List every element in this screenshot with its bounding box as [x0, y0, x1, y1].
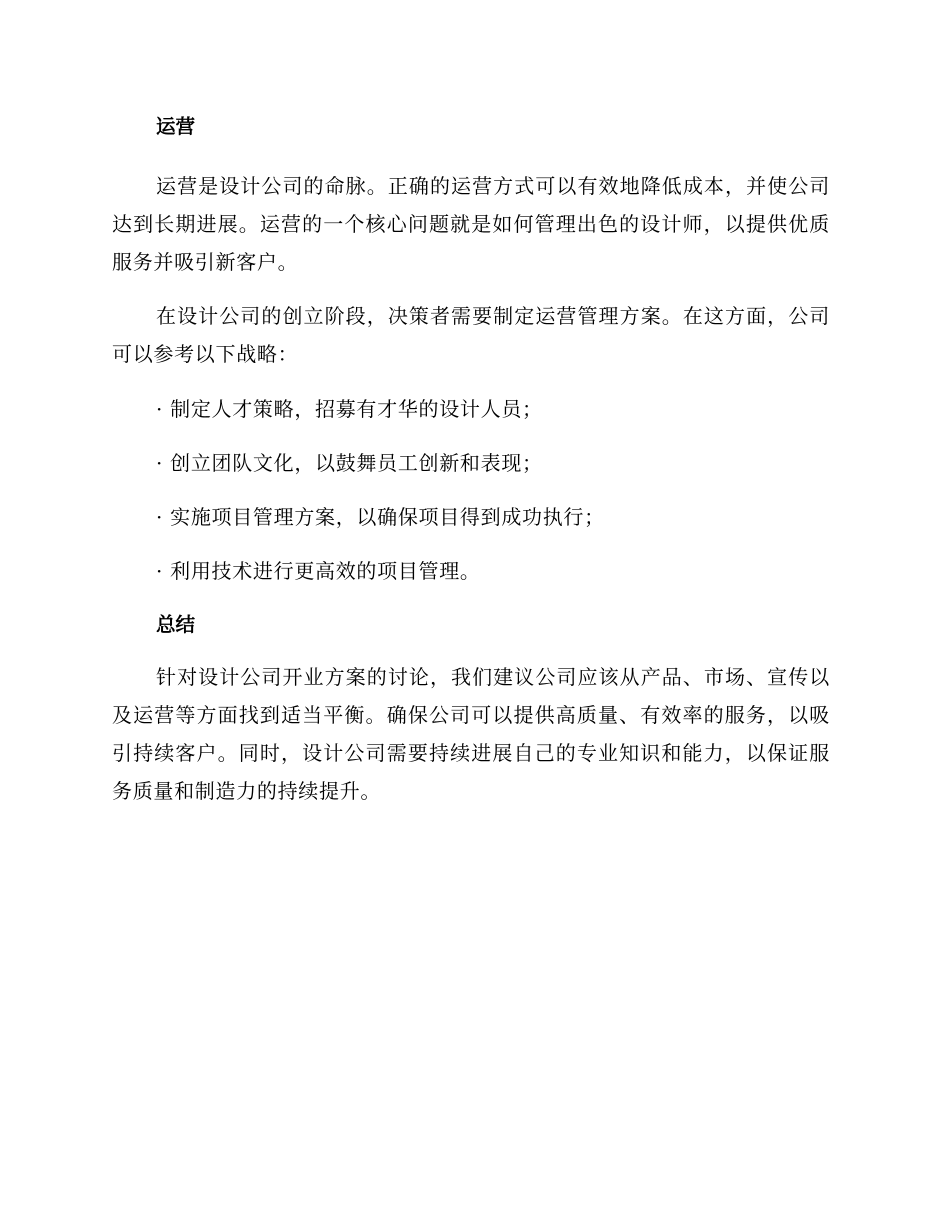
operations-paragraph-2: 在设计公司的创立阶段，决策者需要制定运营管理方案。在这方面，公司可以参考以下战略： [112, 304, 830, 366]
summary-paragraph: 针对设计公司开业方案的讨论，我们建议公司应该从产品、市场、宣传以及运营等方面找到适当平衡。确保公司可以提供高质量、有效率的服务，以吸引持续客户。同时，设计公司需要持续进展自己的专业知识和能力，以保证服务质量和制造力的持续提升。 [112, 665, 830, 803]
strategy-bullet-item: · 利用技术进行更高效的项目管理。 [156, 559, 481, 583]
section-heading-operations: 运营 [156, 115, 196, 138]
strategy-bullet-item: · 创立团队文化，以鼓舞员工创新和表现； [156, 451, 543, 475]
strategy-bullet-item: · 实施项目管理方案，以确保项目得到成功执行； [156, 505, 605, 529]
document-page [112, 104, 830, 810]
section-heading-summary: 总结 [156, 613, 196, 636]
strategy-bullet-item: · 制定人才策略，招募有才华的设计人员； [156, 397, 543, 421]
operations-paragraph-1: 运营是设计公司的命脉。正确的运营方式可以有效地降低成本，并使公司达到长期进展。运营的一个核心问题就是如何管理出色的设计师，以提供优质服务并吸引新客户。 [112, 174, 830, 274]
